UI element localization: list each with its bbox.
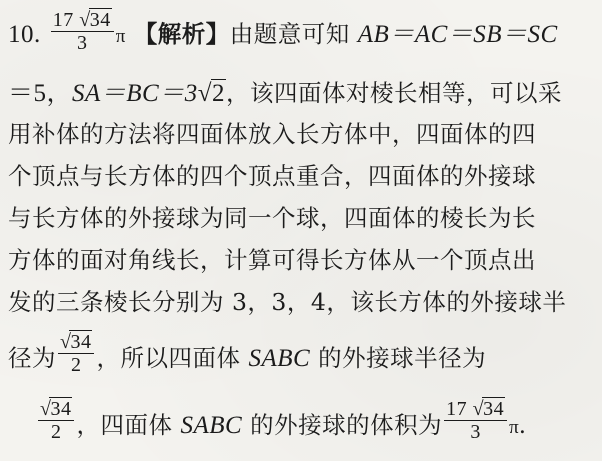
line-1: [8, 9, 596, 57]
problem-number: 10.: [8, 21, 41, 48]
line-2: ＝5，SA＝BC＝3√2，该四面体对棱长相等，可以采: [8, 79, 562, 107]
line-4: 个顶点与长方体的四个顶点重合，四面体的外接球: [8, 162, 536, 190]
line-3: 用补体的方法将四面体放入长方体中，四面体的四: [8, 120, 536, 148]
line-9: $\frac{√34}{2}$ ，四面体 SABC 的外接球的体积为 $\frac{17 √34}{3}$ π.: [40, 398, 526, 443]
volume-fraction: $\frac{17 √34}{3}$: [444, 399, 507, 442]
line-1-text: 由题意可知: [229, 20, 358, 48]
analysis-tag: 【解析】: [133, 20, 230, 48]
radius-fraction-2: $\frac{√34}{2}$: [38, 399, 74, 442]
radius-fraction-1: $\frac{√34}{2}$: [58, 332, 94, 375]
line-8: 径为 $\frac{√34}{2}$ ，所以四面体 SABC 的外接球半径为: [8, 331, 487, 376]
line-5: 与长方体的外接球为同一个球，四面体的棱长为长: [8, 204, 536, 232]
line-7: 发的三条棱长分别为 3，3，4，该长方体的外接球半: [8, 288, 567, 316]
equal-edges: AB＝AC＝SB＝SC: [357, 21, 558, 48]
pi-symbol: π: [115, 26, 126, 47]
sqrt-2: √2: [197, 80, 225, 107]
pi-symbol-final: π: [509, 417, 520, 438]
line-6: 方体的面对角线长，计算可得长方体从一个顶点出: [8, 246, 536, 274]
answer-fraction: $\frac{17 √34}{3}$: [51, 10, 114, 53]
